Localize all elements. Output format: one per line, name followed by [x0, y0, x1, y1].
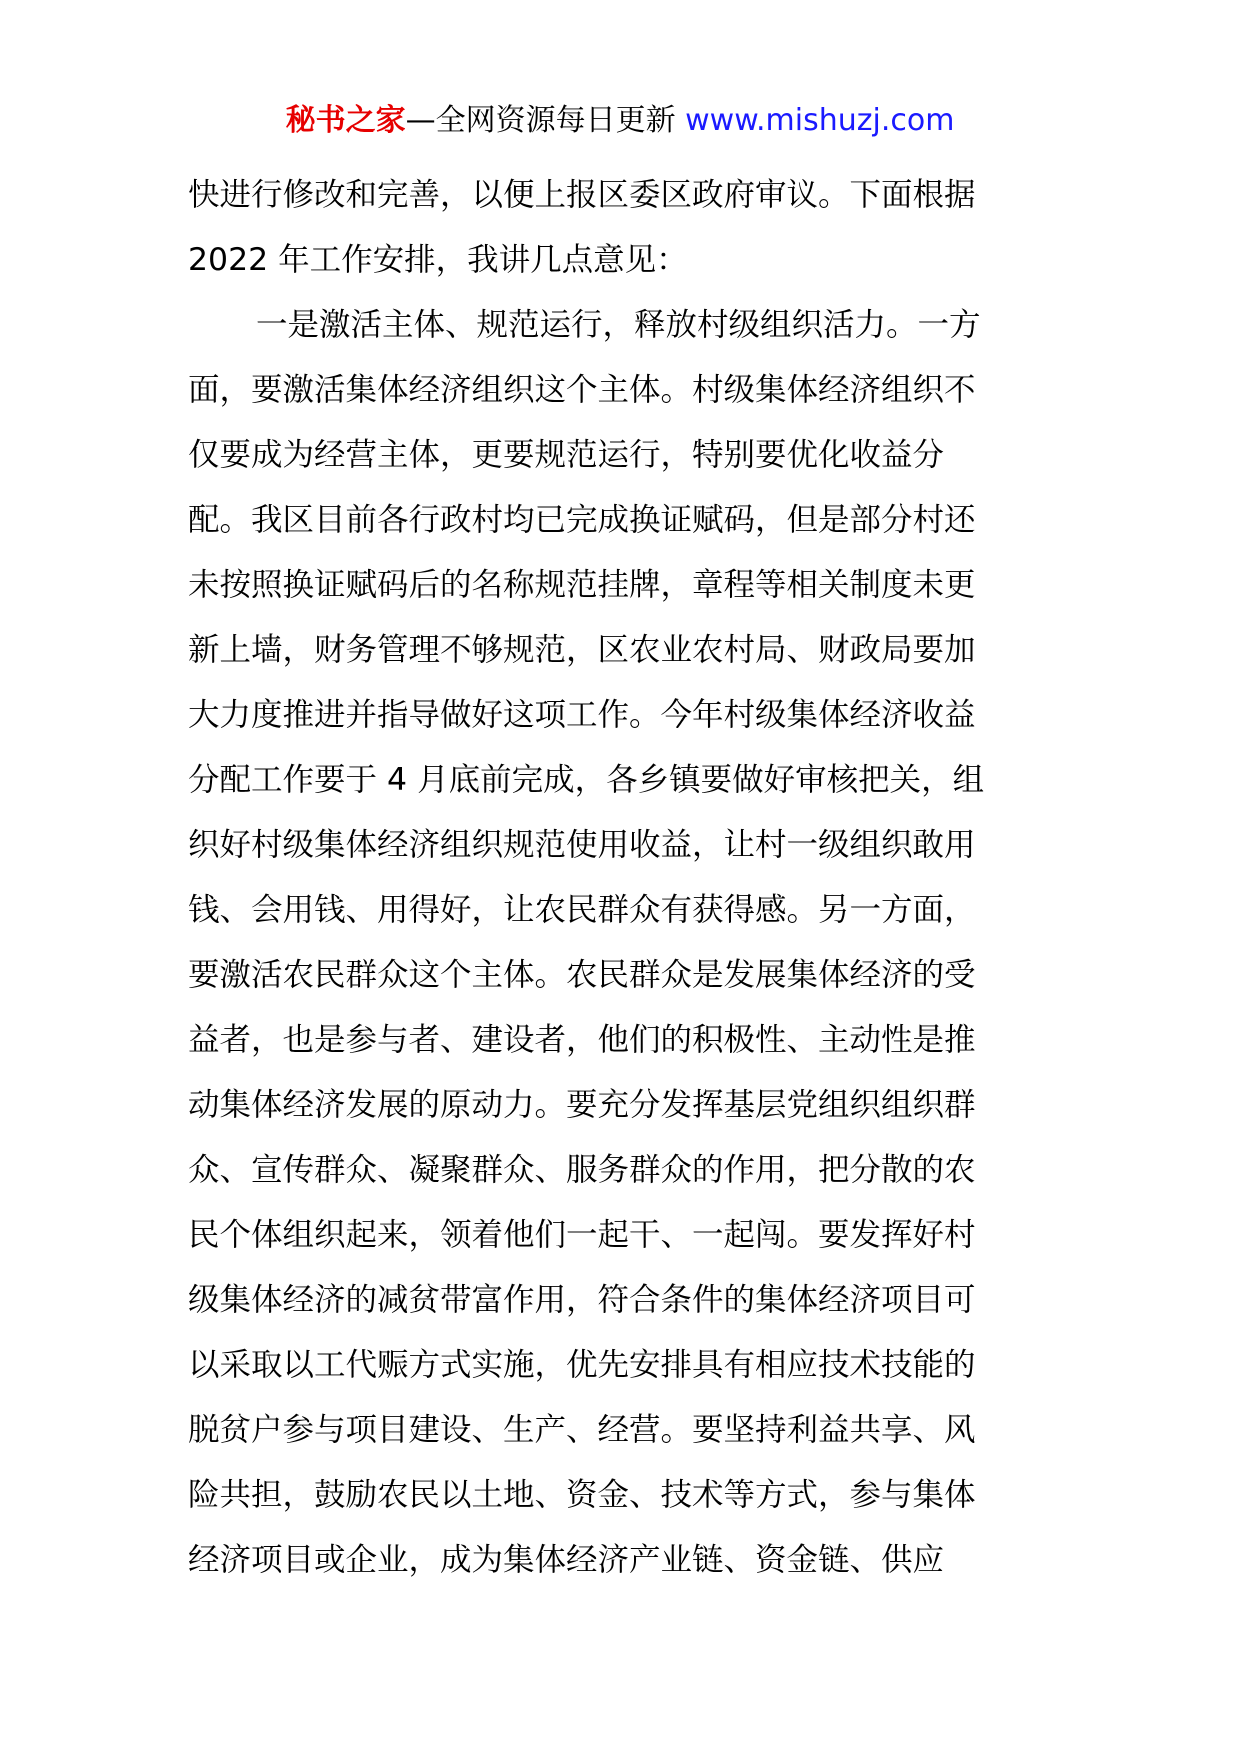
text-line: 2022 年工作安排，我讲几点意见：	[188, 242, 688, 278]
site-brand: 秘书之家	[285, 103, 406, 138]
text-line: 以采取以工代赈方式实施，优先安排具有相应技术技能的	[188, 1347, 976, 1383]
paragraph-start-line: 一是激活主体、规范运行，释放村级组织活力。一方	[256, 307, 981, 343]
text-line: 险共担，鼓励农民以土地、资金、技术等方式，参与集体	[188, 1477, 976, 1513]
site-url-link[interactable]: www.mishuzj.com	[685, 103, 955, 138]
text-line: 仅要成为经营主体，更要规范运行，特别要优化收益分	[188, 437, 945, 473]
text-line: 织好村级集体经济组织规范使用收益，让村一级组织敢用	[188, 827, 976, 863]
text-line: 动集体经济发展的原动力。要充分发挥基层党组织组织群	[188, 1087, 976, 1123]
text-line: 大力度推进并指导做好这项工作。今年村级集体经济收益	[188, 697, 976, 733]
text-line: 新上墙，财务管理不够规范，区农业农村局、财政局要加	[188, 632, 976, 668]
text-line: 众、宣传群众、凝聚群众、服务群众的作用，把分散的农	[188, 1152, 976, 1188]
text-line: 民个体组织起来，领着他们一起干、一起闯。要发挥好村	[188, 1217, 976, 1253]
text-line: 益者，也是参与者、建设者，他们的积极性、主动性是推	[188, 1022, 976, 1058]
text-line: 快进行修改和完善，以便上报区委区政府审议。下面根据	[188, 177, 976, 213]
text-line: 分配工作要于 4 月底前完成，各乡镇要做好审核把关，组	[188, 762, 985, 798]
text-line: 配。我区目前各行政村均已完成换证赋码，但是部分村还	[188, 502, 976, 538]
text-line: 脱贫户参与项目建设、生产、经营。要坚持利益共享、风	[188, 1412, 976, 1448]
text-line: 经济项目或企业，成为集体经济产业链、资金链、供应	[188, 1542, 945, 1578]
text-line: 面，要激活集体经济组织这个主体。村级集体经济组织不	[188, 372, 976, 408]
site-slogan: —全网资源每日更新	[405, 103, 686, 138]
text-line: 要激活农民群众这个主体。农民群众是发展集体经济的受	[188, 957, 976, 993]
document-body	[188, 163, 1068, 1593]
site-header	[0, 98, 1240, 144]
text-line: 未按照换证赋码后的名称规范挂牌，章程等相关制度未更	[188, 567, 976, 603]
text-line: 级集体经济的减贫带富作用，符合条件的集体经济项目可	[188, 1282, 976, 1318]
text-line: 钱、会用钱、用得好，让农民群众有获得感。另一方面，	[188, 892, 976, 928]
